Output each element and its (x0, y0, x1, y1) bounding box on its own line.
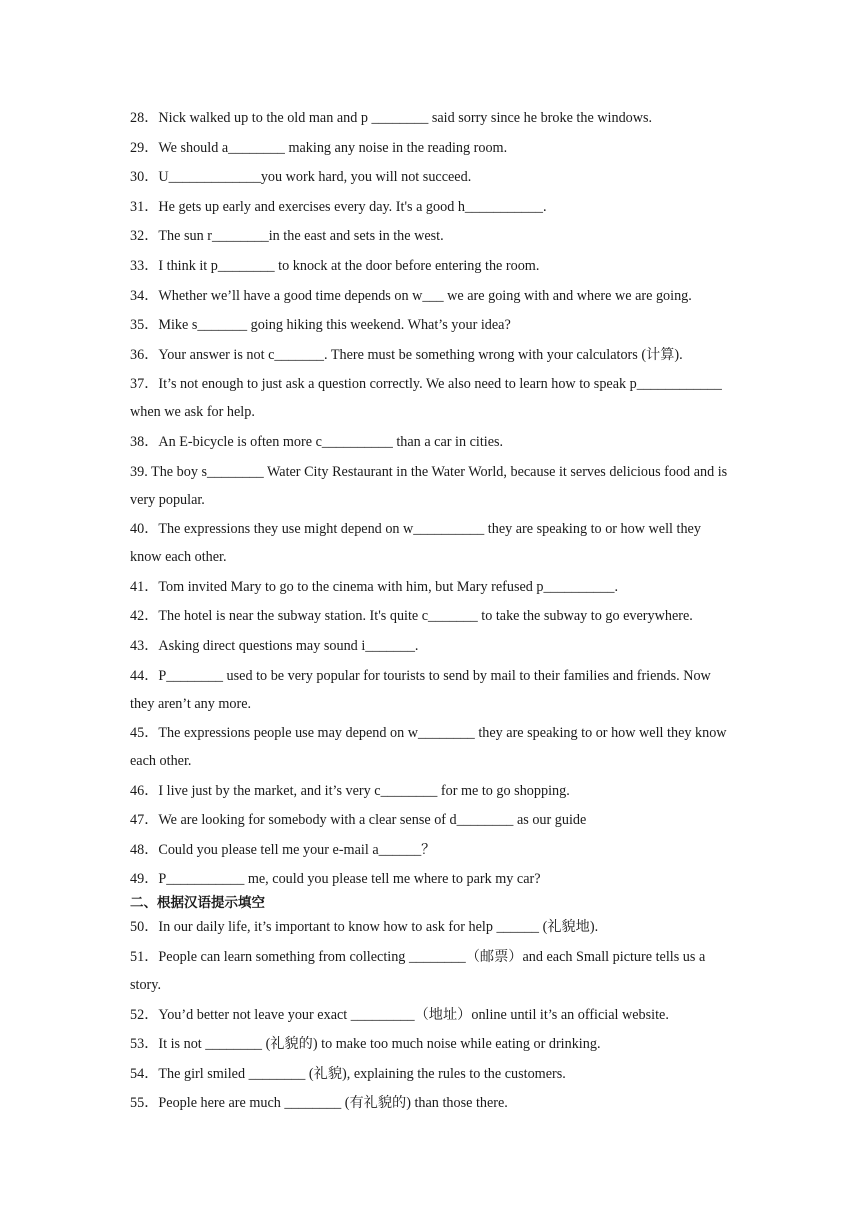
question-43: 43．Asking direct questions may sound i_______. (130, 637, 419, 654)
question-45: 45．The expressions people use may depend on w________ they are speaking to or how well they know each other. (130, 725, 731, 770)
question-30: 30．U_____________you work hard, you will not succeed. (130, 169, 472, 186)
question-list (130, 104, 732, 1119)
question-29: 29．We should a________ making any noise in the reading room. (130, 139, 508, 156)
question-49: 49．P___________ me, could you please tell me where to park my car? (130, 871, 541, 888)
question-35: 35．Mike s_______ going hiking this weekend. What’s your idea? (130, 317, 511, 334)
question-34: 34．Whether we’ll have a good time depends on w___ we are going with and where we are going. (130, 287, 692, 304)
question-31: 31．He gets up early and exercises every day. It's a good h___________. (130, 198, 547, 215)
question-55: 55．People here are much ________ (有礼貌的) than those there. (130, 1095, 508, 1112)
question-40: 40．The expressions they use might depend on w__________ they are speaking to or how well they know each other. (130, 521, 705, 566)
question-38: 38．An E-bicycle is often more c__________ than a car in cities. (130, 433, 504, 450)
question-42: 42．The hotel is near the subway station. It's quite c_______ to take the subway to go everywhere. (130, 608, 693, 625)
question-36: 36．Your answer is not c_______. There must be something wrong with your calculators (计算). (130, 346, 683, 363)
question-53: 53．It is not ________ (礼貌的) to make too much noise while eating or drinking. (130, 1036, 601, 1053)
question-50: 50．In our daily life, it’s important to know how to ask for help ______ (礼貌地). (130, 919, 599, 936)
question-33: 33．I think it p________ to knock at the door before entering the room. (130, 257, 540, 274)
question-47: 47．We are looking for somebody with a clear sense of d________ as our guide (130, 812, 587, 829)
question-52: 52．You’d better not leave your exact _________（地址）online until it’s an official website. (130, 1006, 669, 1023)
question-32: 32．The sun r________in the east and sets in the west. (130, 228, 444, 245)
question-41: 41．Tom invited Mary to go to the cinema with him, but Mary refused p__________. (130, 578, 619, 595)
question-51: 51．People can learn something from collecting ________（邮票）and each Small picture tells us a story. (130, 949, 709, 994)
question-37: 37．It’s not enough to just ask a question correctly. We also need to learn how to speak p____________ when we ask for help. (130, 376, 726, 421)
question-46: 46．I live just by the market, and it’s very c________ for me to go shopping. (130, 782, 570, 799)
section-heading: 二、根据汉语提示填空 (130, 895, 265, 912)
question-48: 48．Could you please tell me your e-mail a______？ (130, 841, 436, 858)
question-44: 44．P________ used to be very popular for tourists to send by mail to their families and friends. Now they aren’t any more. (130, 667, 715, 712)
question-39: 39. The boy s________ Water City Restaurant in the Water World, because it serves delicious food and is very popular. (130, 463, 731, 508)
question-54: 54．The girl smiled ________ (礼貌), explaining the rules to the customers. (130, 1065, 566, 1082)
question-28: 28．Nick walked up to the old man and p ________ said sorry since he broke the windows. (130, 110, 653, 126)
